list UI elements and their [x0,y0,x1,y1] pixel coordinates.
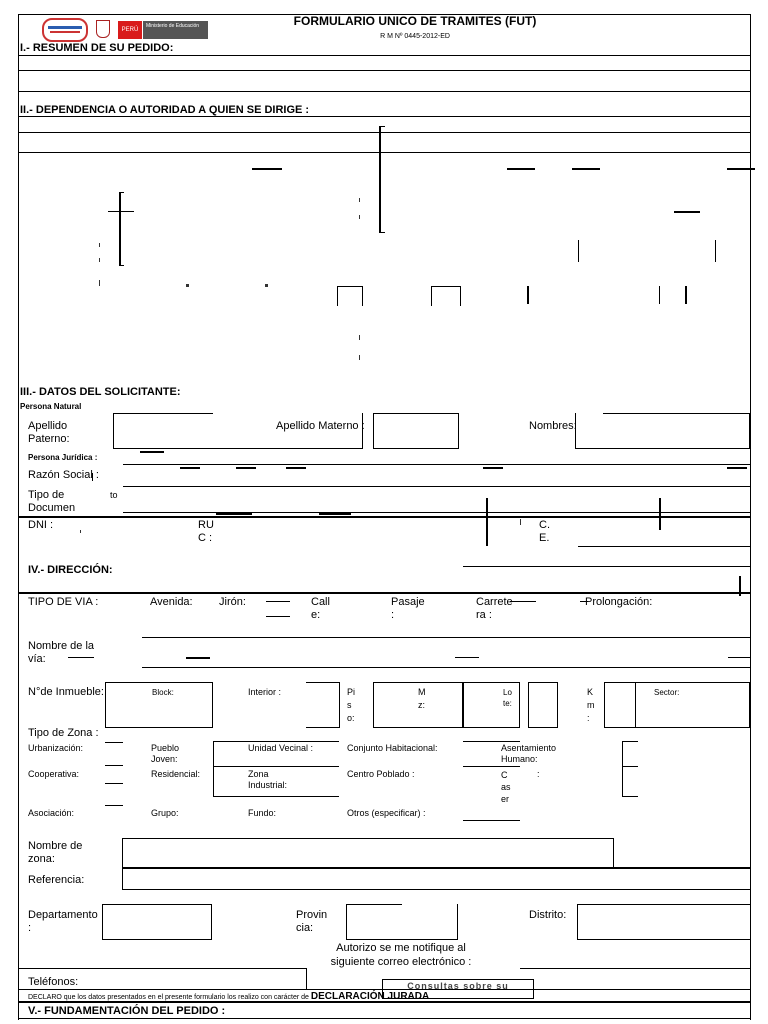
ruc-field[interactable] [486,498,488,546]
artifact [359,355,360,360]
rule [346,904,402,905]
provincia-field[interactable] [346,904,458,940]
rule [510,601,536,602]
residencial-option[interactable]: Residencial: [151,769,201,779]
asentamiento-humano-option[interactable]: Asentamiento Humano: [501,743,557,764]
distrito-label: Distrito: [529,909,567,921]
artifact [119,265,124,266]
artifact [108,211,134,212]
nombre-via-label: Nombre de la vía: [28,640,95,665]
section-2-title: II.- DEPENDENCIA O AUTORIDAD A QUIEN SE DIRIGE : [20,104,310,116]
lote-label: Lo te: [503,688,512,708]
mz-label: M z: [418,687,426,710]
rule [105,742,123,743]
departamento-label: Departamento : [28,909,98,934]
artifact [306,968,307,990]
artifact [379,126,385,127]
frame-top [18,14,750,15]
razon-social-field[interactable] [123,464,750,465]
artifact [674,211,700,213]
artifact [685,286,687,304]
tipo-zona-label: Tipo de Zona : [28,727,99,739]
artifact [186,284,189,287]
artifact [715,240,716,262]
artifact [99,243,100,247]
form-title: FORMULARIO UNICO DE TRAMITES (FUT) [293,14,537,28]
artifact [92,473,93,481]
asentamiento-humano-field[interactable] [622,741,638,767]
apellido-materno-field[interactable] [373,413,459,449]
rule [18,592,750,594]
artifact [470,512,490,513]
declaracion-jurada: DECLARACIÓN JURADA [310,991,430,1002]
otros-zona-field[interactable] [622,767,638,797]
artifact [236,467,256,469]
interior-field[interactable] [306,682,340,728]
km-field[interactable] [604,682,636,728]
num-inmueble-label: N°de Inmueble: [28,686,104,698]
artifact [659,498,661,530]
provincia-label: Provin cia: [296,909,328,934]
artifact [527,286,529,304]
persona-natural-label: Persona Natural [20,402,82,411]
block-field[interactable] [141,682,213,728]
rule [18,55,750,56]
caserio-field[interactable] [463,767,520,821]
unidad-vecinal-option[interactable]: Unidad Vecinal : [248,743,314,753]
artifact [578,240,579,262]
ce-label: C. E. [539,519,550,544]
minedu-logo-left [42,18,88,42]
km-label: K m : [587,687,595,723]
artifact [727,168,755,170]
fundo-option[interactable]: Fundo: [248,808,277,818]
calle-option[interactable]: Call e: [311,596,330,621]
rule [113,413,213,414]
apellido-materno-label: Apellido Materno : [276,420,365,432]
telefonos-label: Teléfonos: [28,976,79,988]
artifact [728,657,750,658]
rule [603,413,750,414]
resumen-line-1[interactable] [18,70,750,71]
resolution-number: R M Nº 0445-2012-ED [380,33,450,40]
nombres-field[interactable] [575,413,750,449]
sector-label: Sector: [654,688,680,697]
rule [105,765,123,766]
artifact [431,286,461,306]
dependencia-line-1[interactable] [18,132,750,133]
avenida-option[interactable]: Avenida: [150,596,193,608]
artifact [216,513,252,515]
rule [142,637,750,638]
interior-label: Interior : [248,687,282,697]
departamento-field[interactable] [102,904,212,940]
rule [266,601,290,602]
zona-industrial-option[interactable]: Zona Industrial: [248,769,288,790]
autorizo-label: Autorizo se me notifique al siguiente correo electrónico : [330,942,472,968]
section-5-title: V.- FUNDAMENTACIÓN DEL PEDIDO : [28,1005,226,1017]
rule [105,783,123,784]
jiron-option[interactable]: Jirón: [219,596,246,608]
dni-label: DNI : [28,519,54,531]
artifact [739,576,741,596]
piso-label: Pi s o: [347,687,356,723]
caserio-colon: : [537,769,540,779]
rule [123,486,750,487]
artifact [483,467,503,469]
tipo-documento-suffix: to [110,490,118,500]
ruc-label: RU C : [198,519,214,544]
distrito-field[interactable] [577,904,750,940]
artifact [379,232,385,233]
pueblo-joven-option[interactable]: Pueblo Joven: [151,743,180,764]
artifact [80,530,81,533]
dependencia-line-2[interactable] [18,152,750,153]
pasaje-option[interactable]: Pasaje : [391,596,425,621]
otros-option[interactable]: Otros (especificar) : [347,808,426,818]
artifact [319,513,351,515]
centro-poblado-option[interactable]: Centro Poblado : [347,769,415,779]
caserio-option[interactable]: C as er [501,770,511,804]
artifact [359,198,360,202]
rule [18,116,750,117]
section-1-title: I.- RESUMEN DE SU PEDIDO: [20,42,174,54]
block-label: Block: [152,688,174,697]
persona-juridica-label: Persona Jurídica : [28,453,98,462]
artifact [68,657,94,658]
rule [463,566,750,567]
artifact [359,215,360,219]
nombre-zona-field[interactable] [122,838,614,868]
ministry-logo-text: Ministerio de Educación [146,23,200,29]
peru-logo [118,21,142,39]
nombres-label: Nombres: [529,420,577,432]
rule [18,968,306,969]
section-4-title: IV.- DIRECCIÓN: [28,564,113,576]
carretera-option[interactable]: Carrete ra : [476,596,513,621]
frame-right [750,14,751,1020]
apellido-paterno-label: Apellido Paterno: [28,420,70,445]
artifact [659,286,660,304]
conjunto-habitacional-option[interactable]: Conjunto Habitacional: [347,743,438,753]
num-inmueble-field[interactable] [105,682,141,728]
lote-field[interactable] [528,682,558,728]
razon-social-label: Razón Social : [28,469,99,481]
artifact [455,657,479,658]
artifact [186,657,210,659]
zona-industrial-field[interactable] [213,767,339,797]
email-field[interactable] [520,968,750,969]
sector-field[interactable] [636,682,750,728]
artifact [337,286,363,306]
artifact [359,335,360,340]
rule [18,516,750,518]
artifact [379,126,381,232]
artifact [265,284,268,287]
artifact [727,467,747,469]
peru-shield-icon [96,20,110,38]
artifact [180,467,200,469]
artifact [119,192,124,193]
rule [18,1001,750,1003]
referencia-label: Referencia: [28,874,85,886]
nombre-zona-label: Nombre de zona: [28,840,83,865]
peru-logo-text: PERÚ [121,27,139,33]
section-3-title: III.- DATOS DEL SOLICITANTE: [20,386,181,398]
artifact [286,467,306,469]
artifact [99,280,100,286]
consultas-text: Consultas sobre su [407,981,509,991]
artifact [252,168,282,170]
referencia-field[interactable] [122,868,750,890]
grupo-option[interactable]: Grupo: [151,808,179,818]
asociacion-option[interactable]: Asociación: [28,808,75,818]
ce-field[interactable] [578,546,750,547]
tipo-documento-label: Tipo de Documen [28,489,76,514]
nombre-via-field[interactable] [142,667,750,668]
artifact [119,192,121,266]
tipo-via-label: TIPO DE VIA : [28,596,99,608]
prolongacion-option[interactable]: Prolongación: [585,596,653,608]
ministry-logo [143,21,208,39]
artifact [140,451,164,453]
rule [266,616,290,617]
declaro-statement: DECLARO que los datos presentados en el presente formulario los realizo con carácter de [28,994,309,1001]
cooperativa-option[interactable]: Cooperativa: [28,769,80,779]
rule [105,805,123,806]
artifact [520,519,521,525]
rule [580,601,588,602]
rule [18,1018,750,1019]
artifact [99,258,100,262]
artifact [572,168,600,170]
artifact [507,168,535,170]
urbanizacion-option[interactable]: Urbanización: [28,743,84,753]
resumen-line-2[interactable] [18,91,750,92]
